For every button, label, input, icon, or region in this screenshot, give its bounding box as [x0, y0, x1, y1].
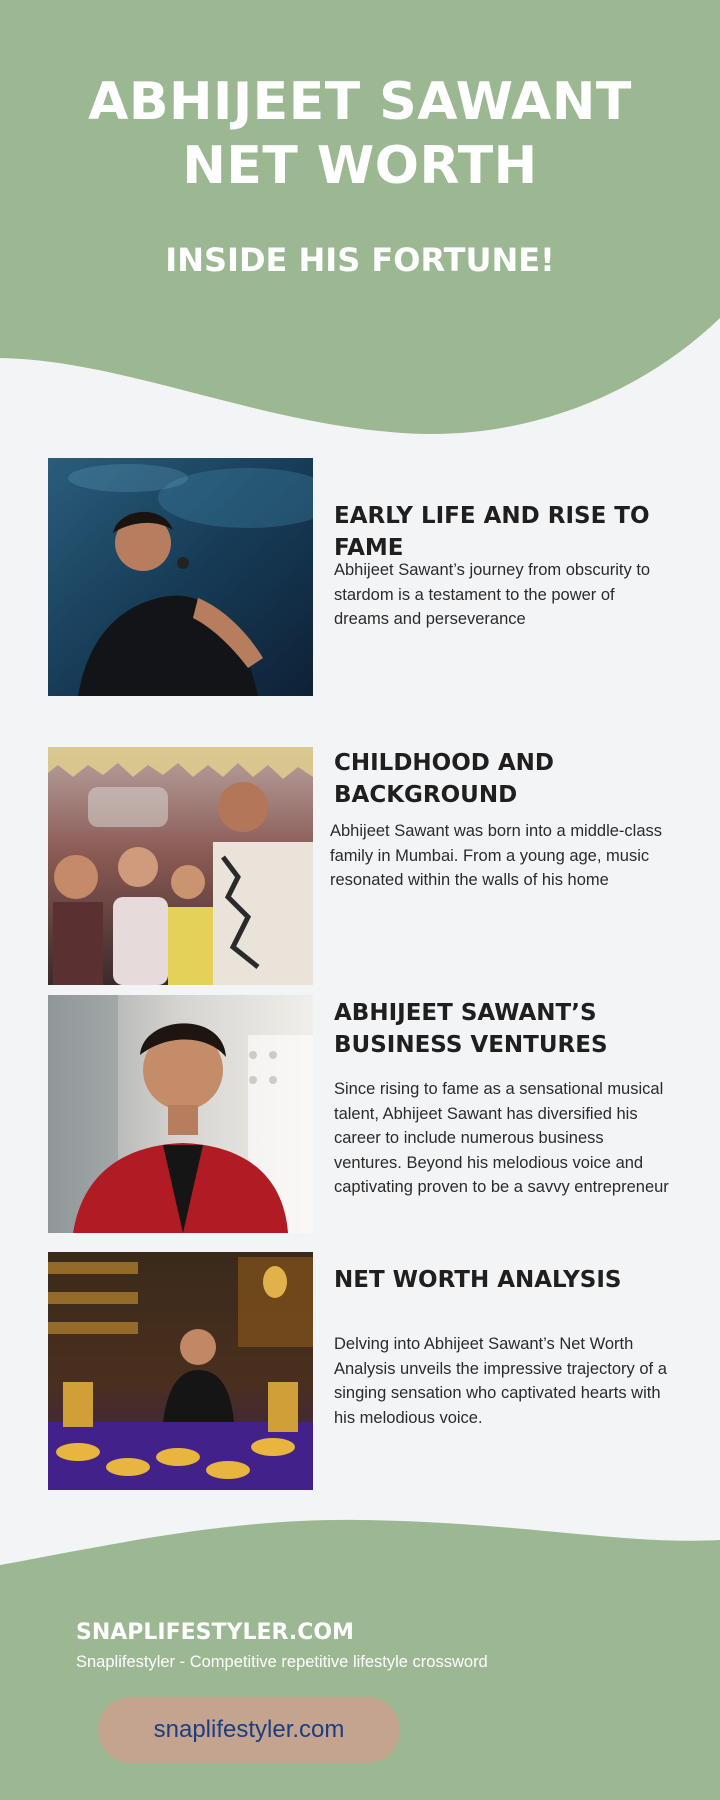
- section-text: Delving into Abhijeet Sawant’s Net Worth Analysis unveils the impressive trajectory of a singing sensation who captivated hearts with his melodious voice.: [334, 1335, 667, 1427]
- section-business-ventures: [48, 995, 688, 1235]
- section-text: Abhijeet Sawant was born into a middle-class family in Mumbai. From a young age, music resonated within the walls of his home: [330, 822, 663, 889]
- page-subtitle: INSIDE HIS FORTUNE!: [165, 241, 555, 279]
- section-heading: CHILDHOOD AND BACKGROUND: [334, 750, 555, 808]
- page-title: [0, 70, 720, 198]
- section-net-worth-analysis: [48, 1252, 688, 1492]
- portrait-photo: [48, 995, 313, 1233]
- section-text: Abhijeet Sawant’s journey from obscurity to stardom is a testament to the power of dreams and perseverance: [334, 561, 651, 628]
- singer-performing-photo: [48, 458, 313, 696]
- header: [0, 70, 720, 280]
- section-childhood: [48, 747, 688, 987]
- section-heading: EARLY LIFE AND RISE TO FAME: [334, 503, 650, 561]
- title-line-1: ABHIJEET SAWANT: [88, 72, 632, 132]
- title-line-2: NET WORTH: [182, 136, 538, 196]
- footer-tagline: Snaplifestyler - Competitive repetitive lifestyle crossword: [76, 1653, 488, 1671]
- section-heading: NET WORTH ANALYSIS: [334, 1267, 622, 1293]
- gold-coins-photo: [48, 1252, 313, 1490]
- footer-site-title: SNAPLIFESTYLER.COM: [76, 1620, 354, 1645]
- section-text: Since rising to fame as a sensational musical talent, Abhijeet Sawant has diversified his career to include numerous business ventures. Beyond his melodious voice and captivating proven to be a savvy entrepreneur: [334, 1080, 669, 1196]
- section-early-life: [48, 458, 688, 698]
- section-heading: ABHIJEET SAWANT’S BUSINESS VENTURES: [334, 1000, 608, 1058]
- website-link-button[interactable]: snaplifestyler.com: [98, 1697, 400, 1763]
- family-photo: [48, 747, 313, 985]
